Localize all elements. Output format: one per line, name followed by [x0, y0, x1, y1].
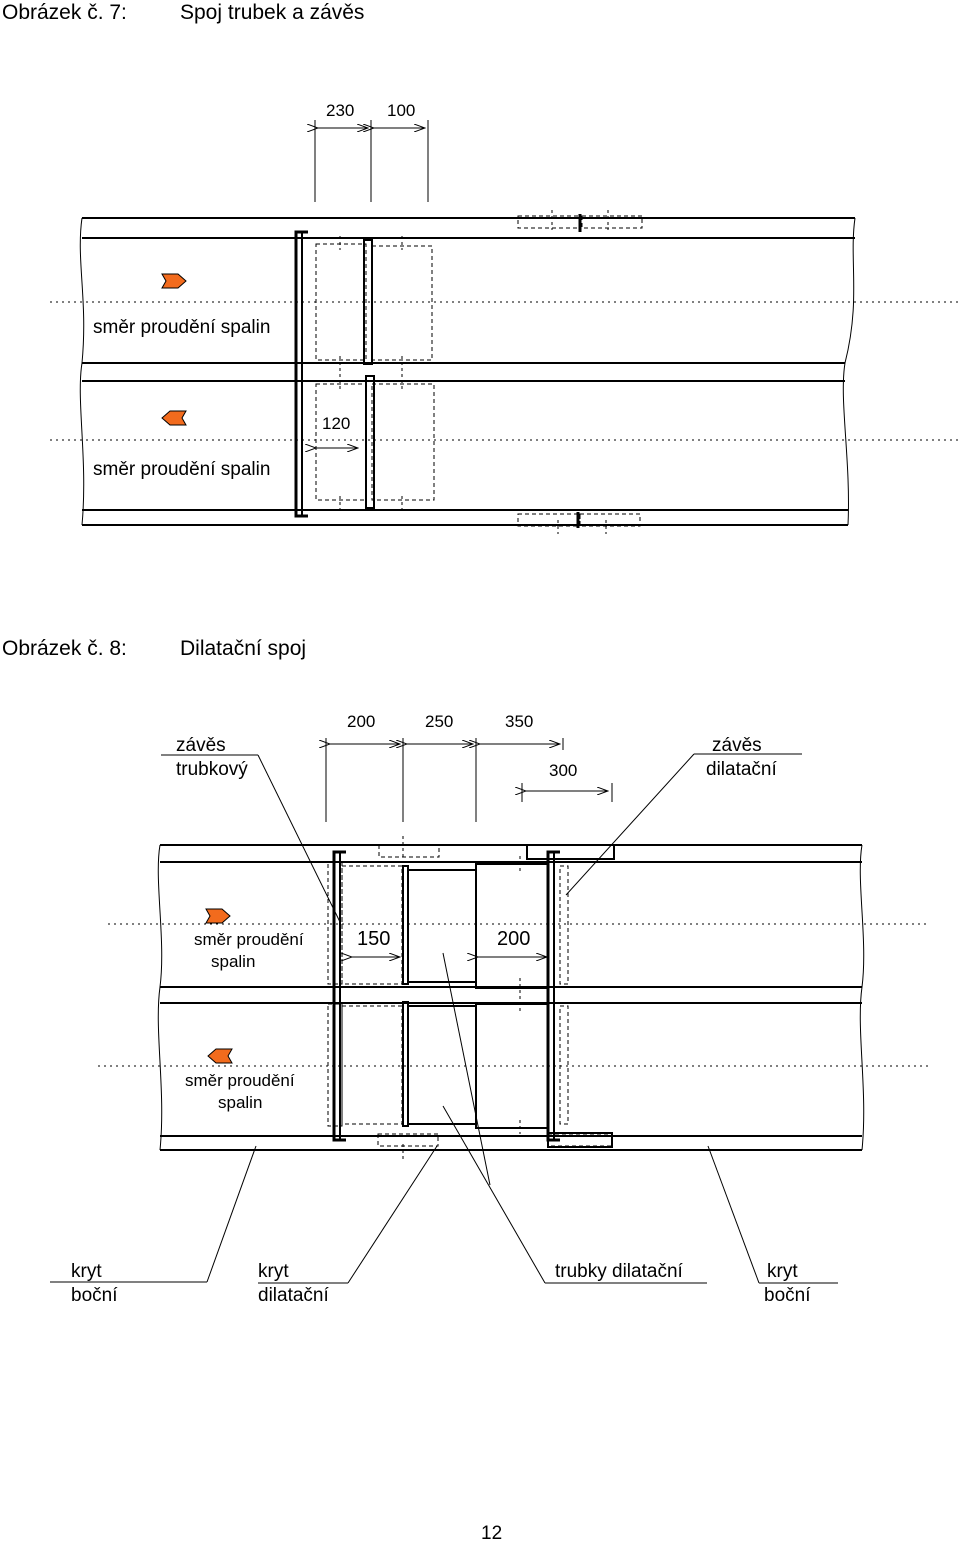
fig7-ticks: [340, 210, 608, 534]
fig8-flow-upper-line2: spalin: [211, 952, 256, 971]
fig8-expansion-tubes: [403, 864, 548, 1128]
fig8-dim-250: 250: [425, 712, 454, 731]
fig7-flow-arrow-right: [162, 274, 186, 288]
fig8-dim-200: 200: [347, 712, 376, 731]
fig8-flow-arrow-right: [206, 909, 230, 923]
fig8-mid-wall: [160, 987, 862, 1003]
fig8-break-right: [860, 845, 863, 1150]
fig8-drawing: [50, 735, 930, 1283]
zaves-dilatacni-line1: závěs: [712, 735, 762, 756]
fig7-flow-label-lower: směr proudění spalin: [93, 459, 271, 480]
page-number: 12: [481, 1523, 503, 1544]
fig7-flow-label-upper: směr proudění spalin: [93, 317, 271, 338]
fig7-number: Obrázek č. 7:: [2, 1, 127, 24]
fig8-covers: [378, 845, 612, 1146]
fig8-number: Obrázek č. 8:: [2, 637, 127, 660]
fig8-leaders: [50, 754, 838, 1283]
fig7-dim-120: 120: [322, 414, 351, 433]
fig8-flow-upper-line1: směr proudění: [194, 930, 304, 949]
fig7-drawing: [50, 120, 960, 534]
fig7-bottom-wall: [82, 510, 848, 525]
fig7-title: Spoj trubek a závěs: [180, 1, 365, 24]
fig8-flow-arrow-left: [208, 1049, 232, 1063]
zaves-trubkovy-line1: závěs: [176, 735, 226, 756]
zaves-trubkovy-line2: trubkový: [176, 759, 248, 780]
fig7-joints: [364, 214, 580, 528]
fig8-bottom-wall: [160, 1136, 862, 1150]
fig7-dim-230: 230: [326, 101, 355, 120]
kryt-dilatacni-line1: kryt: [258, 1261, 289, 1282]
fig8-flow-lower-line2: spalin: [218, 1093, 263, 1112]
kryt-bocni-right-line1: kryt: [767, 1261, 798, 1282]
kryt-bocni-left-line1: kryt: [71, 1261, 102, 1282]
fig8-flow-lower-line1: směr proudění: [185, 1071, 295, 1090]
fig7-mid-wall: [82, 363, 845, 381]
fig7-top-wall: [82, 218, 855, 238]
kryt-bocni-right-line2: boční: [764, 1285, 811, 1306]
fig8-dashed-boxes: [328, 862, 568, 1126]
fig8-dim-350: 350: [505, 712, 534, 731]
zaves-dilatacni-line2: dilatační: [706, 759, 777, 780]
fig7-hanger: [296, 232, 308, 516]
fig7-dim-100: 100: [387, 101, 416, 120]
fig8-dim-150: 150: [357, 928, 391, 950]
fig8-dim-200-inner: 200: [497, 928, 531, 950]
fig7-break-left: [80, 218, 83, 525]
fig8-hanger-right: [548, 852, 560, 1140]
fig8-top-wall: [160, 845, 862, 862]
fig7-flow-arrow-left: [162, 411, 186, 425]
trubky-dilatacni-label: trubky dilatační: [555, 1261, 683, 1282]
fig8-ticks: [403, 836, 520, 1160]
fig7-break-right: [843, 218, 855, 525]
fig8-hanger-left: [334, 852, 346, 1140]
kryt-dilatacni-line2: dilatační: [258, 1285, 329, 1306]
fig8-break-left: [158, 845, 161, 1150]
fig8-title: Dilatační spoj: [180, 637, 307, 660]
kryt-bocni-left-line2: boční: [71, 1285, 118, 1306]
fig8-dim-300: 300: [549, 761, 578, 780]
